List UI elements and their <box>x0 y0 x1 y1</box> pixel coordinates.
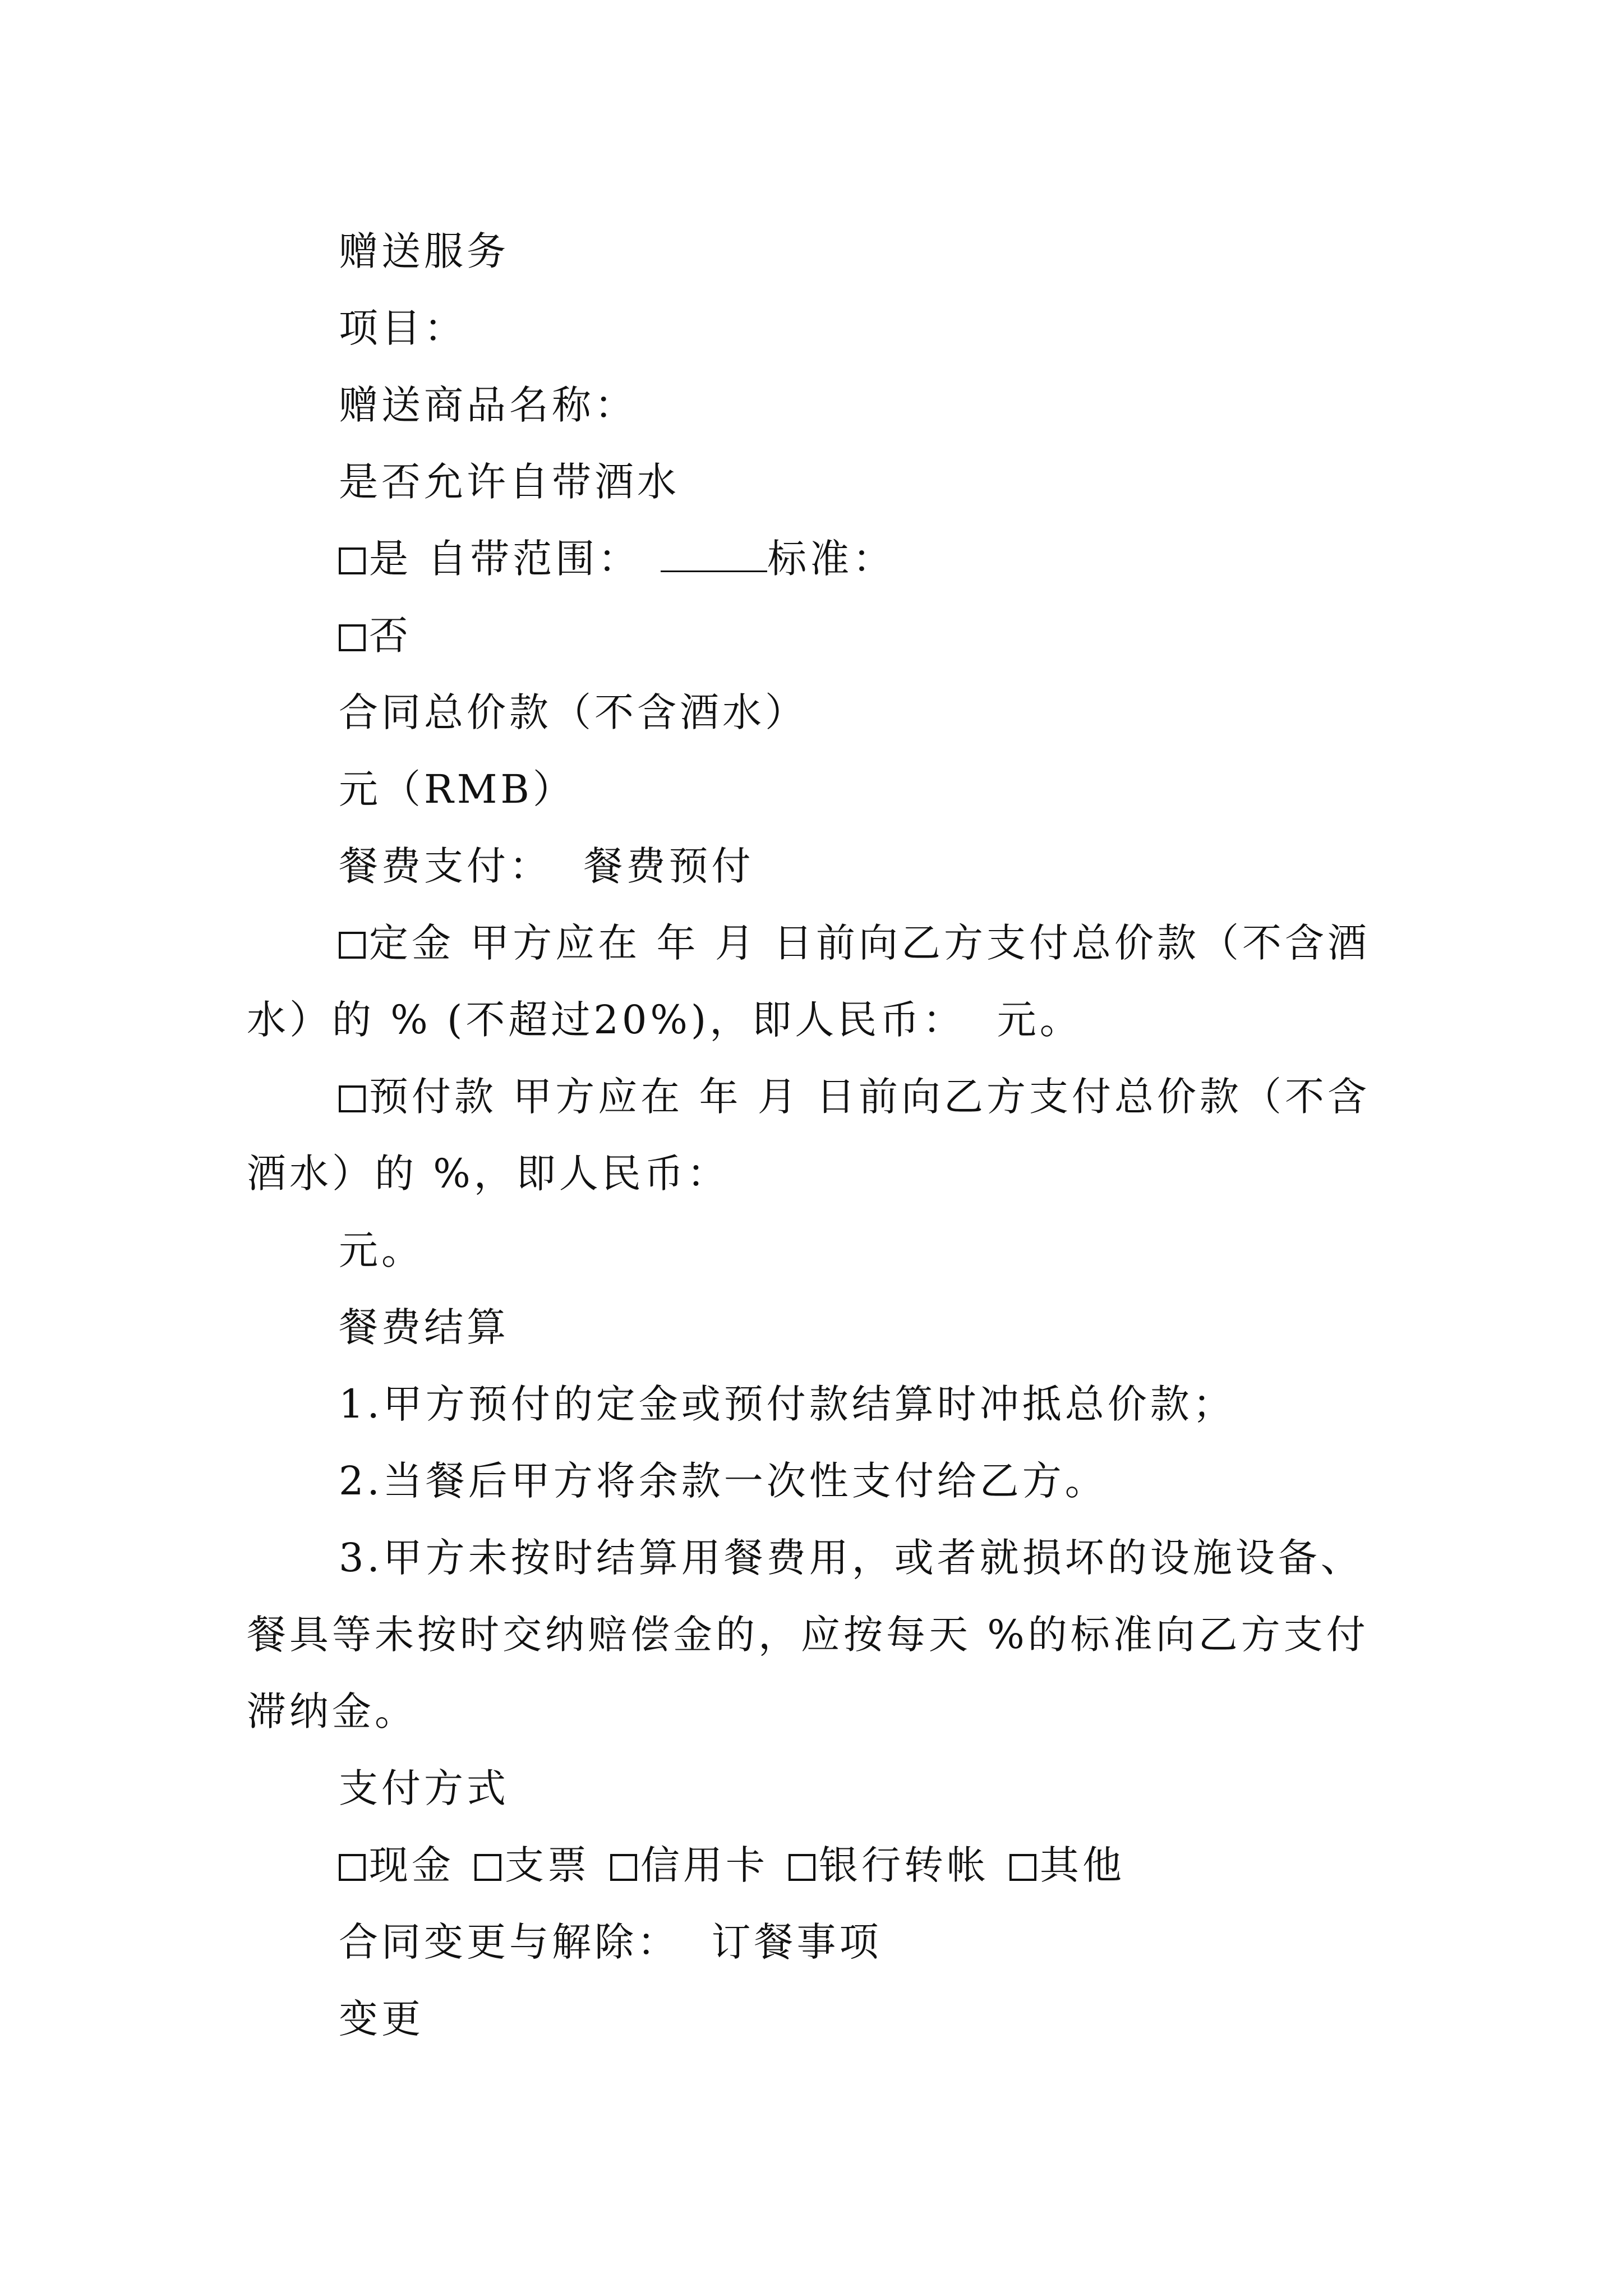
checkbox-yes[interactable] <box>339 547 366 574</box>
checkbox-check[interactable] <box>474 1854 501 1881</box>
option-prepayment <box>247 1059 1385 1212</box>
option-own-drinks-no <box>247 597 1385 674</box>
payment-method-options <box>247 1827 1385 1904</box>
prepayment-text: 预付款 甲方应在 年 月 日前向乙方支付总价款（不含酒水）的 %，即人民币： <box>247 1074 1371 1197</box>
check-label: 支票 <box>505 1842 590 1888</box>
question-own-drinks: 是否允许自带酒水 <box>339 459 680 505</box>
standard-label: 标准： <box>767 536 896 582</box>
checkbox-credit-card[interactable] <box>610 1854 637 1881</box>
other-label: 其他 <box>1040 1842 1125 1888</box>
field-item: 项目： <box>339 305 467 351</box>
checkbox-deposit[interactable] <box>339 932 366 959</box>
settlement-item-3: 3.甲方未按时结算用餐费用，或者就损坏的设施设备、餐具等未按时交纳赔偿金的，应按每天 %的标准向乙方支付滞纳金。 <box>247 1535 1369 1734</box>
credit-card-label: 信用卡 <box>640 1842 768 1888</box>
total-price-label: 合同总价款（不含酒水） <box>339 689 808 735</box>
checkbox-other[interactable] <box>1009 1854 1036 1881</box>
checkbox-prepayment[interactable] <box>339 1085 366 1112</box>
settlement-item-2: 2.当餐后甲方将余款一次性支付给乙方。 <box>339 1458 1108 1504</box>
settlement-heading: 餐费结算 <box>339 1304 509 1350</box>
currency-label: 元（RMB） <box>339 766 575 812</box>
heading-gift-service: 赠送服务 <box>339 228 509 274</box>
prepayment-unit: 元。 <box>339 1227 424 1273</box>
settlement-item-1: 1.甲方预付的定金或预付款结算时冲抵总价款； <box>339 1381 1235 1427</box>
option-deposit <box>247 905 1385 1059</box>
field-gift-name: 赠送商品名称： <box>339 382 637 428</box>
option-own-drinks-yes <box>247 521 1385 597</box>
yes-scope-label: 是 自带范围： <box>369 536 641 582</box>
cash-label: 现金 <box>369 1842 454 1888</box>
scope-blank <box>661 539 767 572</box>
checkbox-bank-transfer[interactable] <box>789 1854 815 1881</box>
checkbox-no[interactable] <box>339 624 366 651</box>
payment-heading: 餐费支付： 餐费预付 <box>339 843 754 889</box>
contract-change-heading: 合同变更与解除： 订餐事项 <box>339 1919 882 1965</box>
deposit-text: 定金 甲方应在 年 月 日前向乙方支付总价款（不含酒水）的 % (不超过20%)，即人民币： 元。 <box>247 920 1371 1043</box>
no-label: 否 <box>369 613 412 659</box>
checkbox-cash[interactable] <box>339 1854 366 1881</box>
change-label: 变更 <box>339 1996 424 2042</box>
document-body <box>247 213 1385 2058</box>
bank-transfer-label: 银行转帐 <box>819 1842 989 1888</box>
payment-method-heading: 支付方式 <box>339 1765 509 1811</box>
